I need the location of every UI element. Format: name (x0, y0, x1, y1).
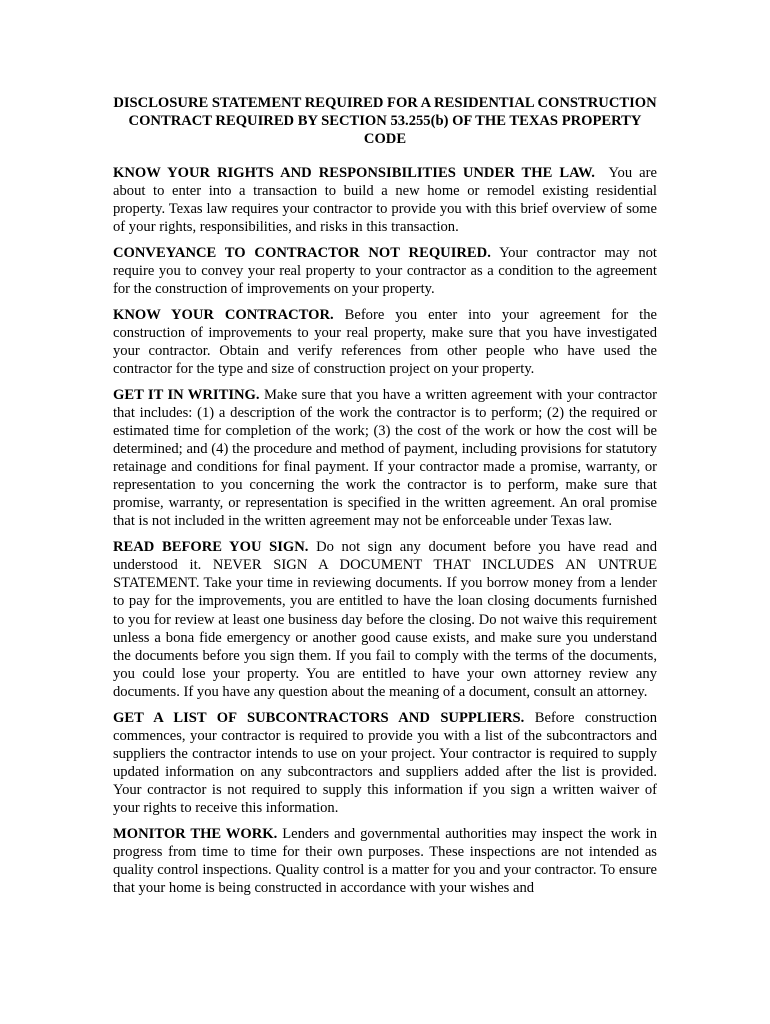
section-heading: GET A LIST OF SUBCONTRACTORS AND SUPPLIERS. (113, 709, 525, 726)
section-know-your-rights (113, 164, 657, 236)
section-know-your-contractor (113, 306, 657, 378)
section-read-before-you-sign (113, 538, 657, 701)
section-text: Before you enter into your agreement for the construction of improvements to your real property, make sure that you have investigated your contractor. Obtain and verify references from other people who have used the contractor for the type and size of construction project on your property. (113, 306, 657, 378)
section-subcontractors (113, 709, 657, 818)
section-text: Do not sign any document before you have read and understood it. NEVER SIGN A DOCUMENT THAT INCLUDES AN UNTRUE STATEMENT. Take your time in reviewing documents. If you borrow money from a lender to pay for the improvements, you are entitled to have the loan closing documents furnished to you for review at least one business day before the closing. Do not waive this requirement unless a bona fide emergency or another good cause exists, and make sure you understand the documents before you sign them. If you fail to comply with the terms of the documents, you could lose your property. You are entitled to have your own attorney review any documents. If you have any question about the meaning of a document, consult an attorney. (113, 539, 657, 700)
section-text: You are about to enter into a transaction to build a new home or remodel existing residential property. Texas law requires your contractor to provide you with this brief overview of some of your rights, responsibilities, and risks in this transaction. (113, 165, 657, 236)
section-heading: KNOW YOUR RIGHTS AND RESPONSIBILITIES UNDER THE LAW. (113, 165, 595, 181)
section-heading: READ BEFORE YOU SIGN. (113, 539, 309, 556)
section-heading: KNOW YOUR CONTRACTOR. (113, 306, 334, 323)
section-text: Before construction commences, your contractor is required to provide you with a list of the subcontractors and suppliers the contractor intends to use on your project. Your contractor is required to supply updated information on any subcontractors and suppliers added after the list is provided. Your contractor is not required to supply this information if you sign a written waiver of your rights to receive this information. (113, 709, 658, 817)
document-title: DISCLOSURE STATEMENT REQUIRED FOR A RESIDENTIAL CONSTRUCTION CONTRACT REQUIRED BY SECTION 53.255(b) OF THE TEXAS PROPERTY CODE (113, 95, 657, 147)
section-conveyance (113, 244, 657, 298)
section-text: Lenders and governmental authorities may inspect the work in progress from time to time for their own purposes. These inspections are not intended as quality control inspections. Quality control is a matter for you and your contractor. To ensure that your home is being constructed in accordance with your wishes and (113, 825, 657, 897)
section-get-it-in-writing (113, 386, 657, 531)
section-heading: MONITOR THE WORK. (113, 825, 278, 842)
document-body (113, 164, 657, 905)
section-text: Your contractor may not require you to convey your real property to your contractor as a condition to the agreement for the construction of improvements on your property. (113, 244, 657, 298)
section-heading: GET IT IN WRITING. (113, 386, 260, 403)
section-monitor-the-work (113, 825, 657, 897)
section-text: Make sure that you have a written agreement with your contractor that includes: (1) a description of the work the contractor is to perform; (2) the required or estimated time for completion of the work; (3) the cost of the work or how the cost will be determined; and (4) the procedure and method of payment, including provisions for statutory retainage and conditions for final payment. If your contractor made a promise, warranty, or representation to you concerning the work the contractor is to perform, make sure that promise, warranty, or representation is specified in the written agreement. An oral promise that is not included in the written agreement may not be enforceable under Texas law. (113, 386, 658, 530)
section-heading: CONVEYANCE TO CONTRACTOR NOT REQUIRED. (113, 244, 491, 261)
